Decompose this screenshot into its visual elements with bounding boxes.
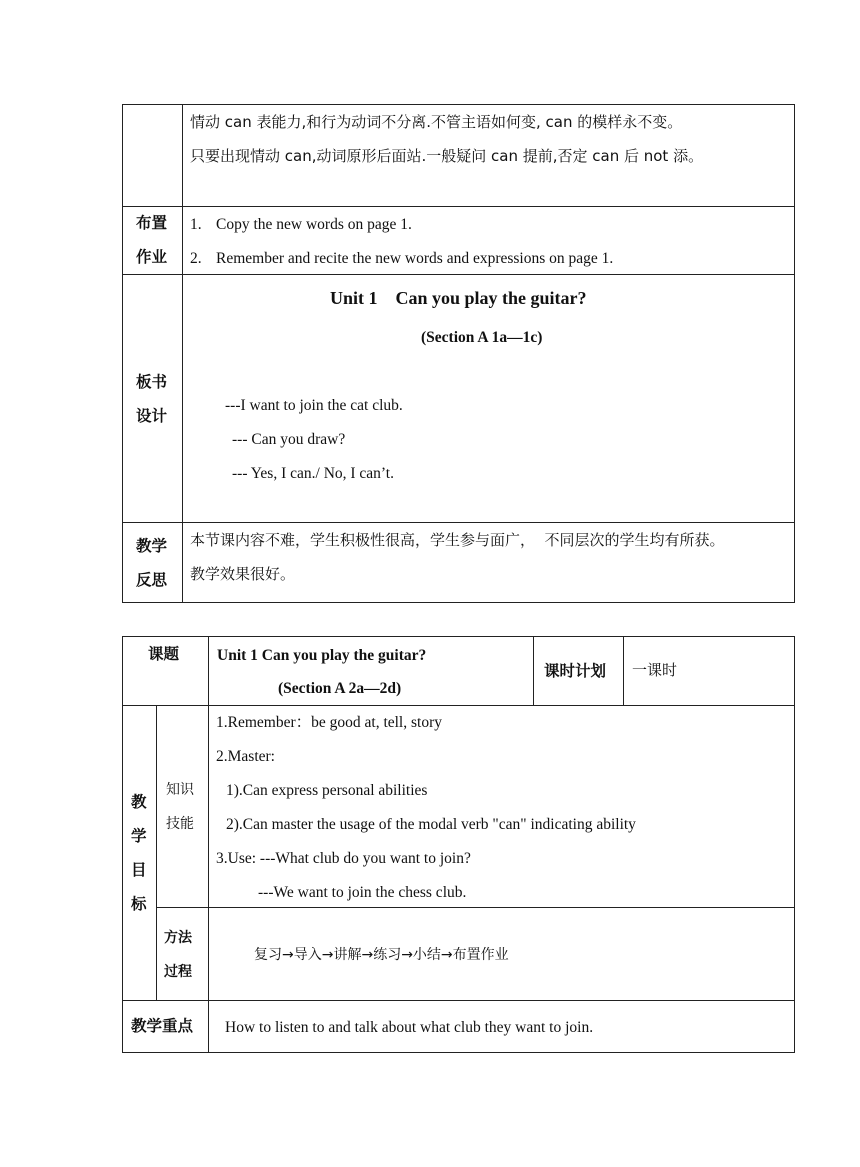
goals-label-4: 标 (131, 895, 147, 913)
knowledge-line-6: ---We want to join the chess club. (258, 884, 467, 901)
homework-item-1-text: Copy the new words on page 1. (216, 216, 412, 233)
method-label-bottom: 过程 (164, 964, 192, 980)
topic-label: 课题 (148, 645, 180, 663)
mnemonic-line-1: 情动 can 表能力,和行为动词不分离.不管主语如何变, can 的模样永不变。 (190, 113, 683, 131)
board-subtitle: (Section A 1a—1c) (421, 329, 543, 346)
reflection-label-top: 教学 (136, 537, 168, 555)
board-title: Unit 1 Can you play the guitar? (330, 288, 587, 308)
knowledge-label-bottom: 技能 (166, 816, 194, 832)
board-line-3: --- Yes, I can./ No, I can’t. (232, 465, 394, 482)
board-label-top: 板书 (136, 373, 168, 391)
homework-label-bottom: 作业 (136, 248, 168, 266)
knowledge-label-top: 知识 (166, 782, 194, 798)
knowledge-line-3: 1).Can express personal abilities (226, 782, 428, 799)
knowledge-line-1: 1.Remember：be good at, tell, story (216, 714, 442, 731)
focus-text: How to listen to and talk about what club they want to join. (225, 1019, 594, 1036)
homework-item-2-text: Remember and recite the new words and expressions on page 1. (216, 250, 614, 267)
goals-label-1: 教 (131, 793, 147, 811)
topic-title: Unit 1 Can you play the guitar? (217, 647, 427, 664)
period-value: 一课时 (632, 661, 678, 679)
method-process: 复习→导入→讲解→练习→小结→布置作业 (254, 947, 509, 963)
knowledge-line-5: 3.Use: ---What club do you want to join? (216, 850, 471, 867)
goals-label-3: 目 (131, 861, 147, 879)
focus-label: 教学重点 (131, 1017, 194, 1035)
method-label-top: 方法 (164, 930, 192, 946)
homework-item-1-number: 1. (190, 216, 202, 233)
goals-label-2: 学 (131, 827, 147, 845)
reflection-label-bottom: 反思 (136, 571, 168, 589)
homework-item-2-number: 2. (190, 250, 202, 267)
board-line-2: --- Can you draw? (232, 431, 346, 448)
board-line-1: ---I want to join the cat club. (225, 397, 403, 414)
period-label: 课时计划 (544, 662, 607, 680)
board-label-bottom: 设计 (136, 407, 168, 425)
topic-subtitle: (Section A 2a—2d) (278, 680, 402, 697)
knowledge-line-2: 2.Master: (216, 748, 275, 765)
mnemonic-line-2: 只要出现情动 can,动词原形后面站.一般疑问 can 提前,否定 can 后 not 添。 (190, 147, 704, 165)
reflection-line-1: 本节课内容不难，学生积极性很高，学生参与面广， 不同层次的学生均有所获。 (190, 531, 725, 549)
reflection-line-2: 教学效果很好。 (190, 565, 296, 583)
homework-label-top: 布置 (136, 214, 168, 232)
knowledge-line-4: 2).Can master the usage of the modal verb "can" indicating ability (226, 816, 636, 833)
